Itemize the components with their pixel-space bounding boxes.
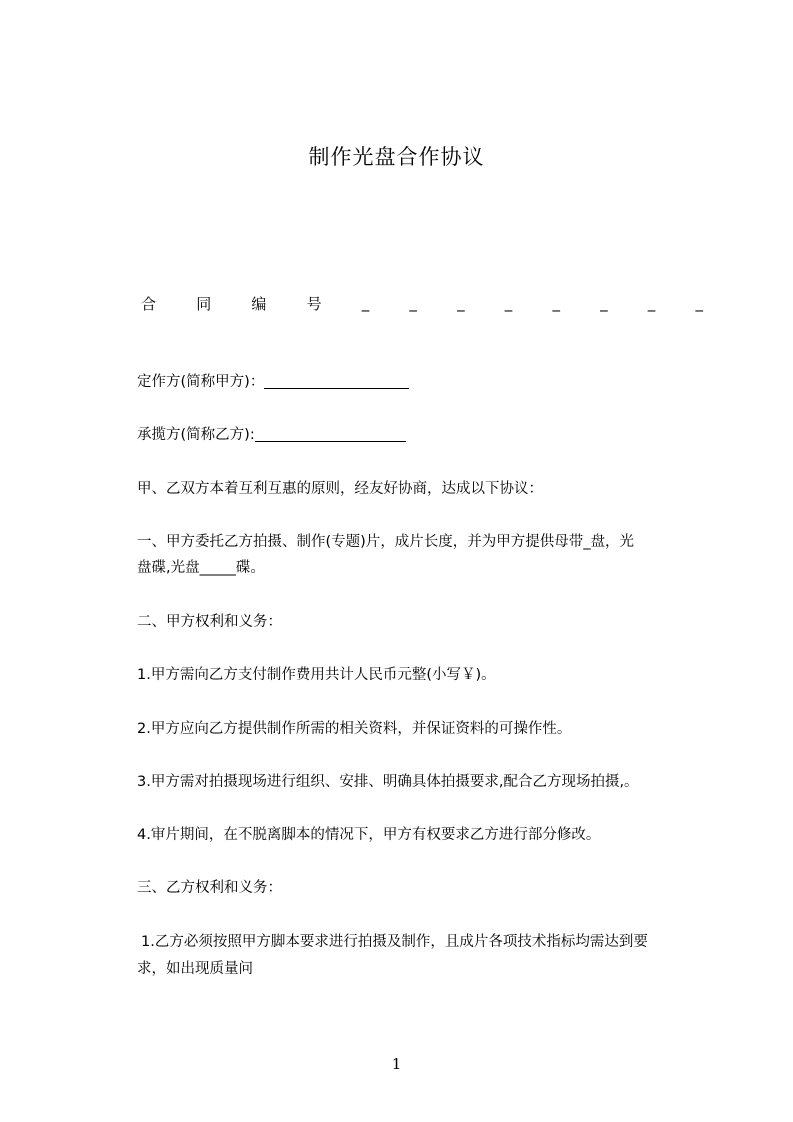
- clause1-line2: [137, 557, 265, 579]
- clause1-text: 一、甲方委托乙方拍摄、制作(专题)片，成片长度，并为甲方提供母带: [137, 534, 584, 550]
- clause1-text: 碟。: [235, 560, 265, 576]
- clause1-line1: [137, 531, 634, 553]
- section2-item: 2.甲方应向乙方提供制作所需的相关资料，并保证资料的可操作性。: [137, 721, 572, 737]
- contract-no-blank: _: [409, 294, 417, 312]
- contract-no-char: 号: [306, 294, 322, 313]
- party-b-label: 承揽方(简称乙方):: [137, 427, 255, 443]
- section2-item: 4.审片期间，在不脱离脚本的情况下，甲方有权要求乙方进行部分修改。: [137, 827, 601, 843]
- contract-no-blank: _: [647, 294, 656, 312]
- clause1-text: 盘，光: [590, 534, 635, 550]
- contract-no-blank: _: [361, 294, 370, 312]
- party-a-line: [137, 371, 409, 393]
- contract-no-blank: _: [504, 294, 513, 312]
- clause1-blank: _____: [199, 560, 236, 576]
- section3-item1-line2: 求，如出现质量问: [137, 961, 253, 977]
- contract-no-blank: _: [457, 294, 465, 312]
- intro-paragraph: 甲、乙双方本着互利互惠的原则，经友好协商，达成以下协议：: [137, 481, 543, 497]
- contract-number-line: [141, 292, 703, 314]
- section3-heading: 三、乙方权利和义务：: [137, 880, 282, 896]
- party-a-label: 定作方(简称甲方)：: [137, 374, 265, 390]
- section3-item1-line1: 1.乙方必须按照甲方脚本要求进行拍摄及制作，且成片各项技术指标均需达到要: [141, 934, 648, 950]
- clause1-text: 盘碟,光盘: [137, 560, 200, 576]
- party-a-blank: [264, 372, 409, 389]
- party-b-line: [137, 424, 406, 446]
- section2-item: 1.甲方需向乙方支付制作费用共计人民币元整(小写￥)。: [137, 667, 496, 683]
- clause1-blank: _: [583, 534, 591, 550]
- contract-no-blank: _: [552, 294, 560, 312]
- contract-no-char: 同: [196, 294, 212, 313]
- contract-no-char: 编: [251, 294, 267, 313]
- contract-no-char: 合: [141, 294, 157, 313]
- party-b-blank: [255, 425, 406, 442]
- document-title: 制作光盘合作协议: [308, 145, 485, 169]
- section2-heading: 二、甲方权利和义务：: [137, 614, 282, 630]
- page-number: 1: [391, 1055, 402, 1073]
- section2-item: 3.甲方需对拍摄现场进行组织、安排、明确具体拍摄要求,配合乙方现场拍摄,。: [137, 774, 639, 790]
- contract-no-blank: _: [600, 294, 608, 312]
- contract-no-blank: _: [695, 294, 703, 312]
